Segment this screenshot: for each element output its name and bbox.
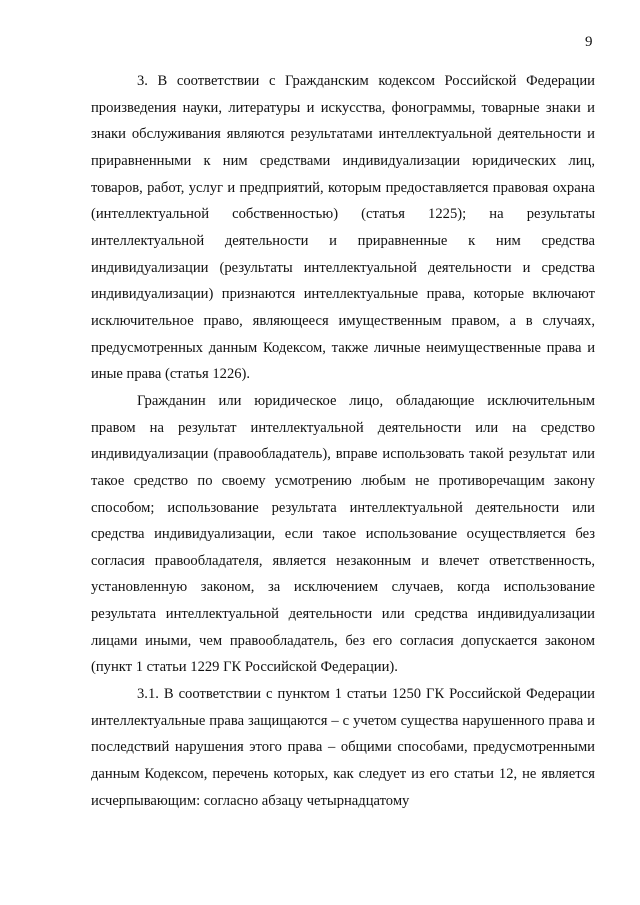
paragraph-3: 3. В соответствии с Гражданским кодексом Российской Федерации произведения науки, литературы и искусства, фонограммы, товарные знаки и знаки обслуживания являются результатами интеллектуальной деятельности и приравненными к ним средствами индивидуализации юридических лиц, товаров, работ, услуг и предприятий, которым предоставляется правовая охрана (интеллектуальной собственностью) (статья 1225); на результаты интеллектуальной деятельности и приравненные к ним средства индивидуализации (результаты интеллектуальной деятельности и средства индивидуализации) признаются интеллектуальные права, которые включают исключительное право, являющееся имущественным правом, а в случаях, предусмотренных данным Кодексом, также личные неимущественные права и иные права (статья 1226). <box>91 73 595 383</box>
paragraph-3-1: 3.1. В соответствии с пунктом 1 статьи 1250 ГК Российской Федерации интеллектуальные права защищаются – с учетом существа нарушенного права и последствий нарушения этого права – общими способами, предусмотренными данным Кодексом, перечень которых, как следует из его статьи 12, не является исчерпывающим: согласно абзацу четырнадцатому <box>91 686 595 809</box>
page-number: 9 <box>585 34 593 50</box>
paragraph-rightholder: Гражданин или юридическое лицо, обладающие исключительным правом на результат интеллектуальной деятельности или на средство индивидуализации (правообладатель), вправе использовать такой результат или такое средство по своему усмотрению любым не противоречащим закону способом; использование результата интеллектуальной деятельности или средства индивидуализации, если такое использование осуществляется без согласия правообладателя, является незаконным и влечет ответственность, установленную законом, за исключением случаев, когда использование результата интеллектуальной деятельности или средства индивидуализации лицами иными, чем правообладатель, без его согласия допускается законом (пункт 1 статьи 1229 ГК Российской Федерации). <box>91 392 595 676</box>
document-body <box>91 68 595 814</box>
